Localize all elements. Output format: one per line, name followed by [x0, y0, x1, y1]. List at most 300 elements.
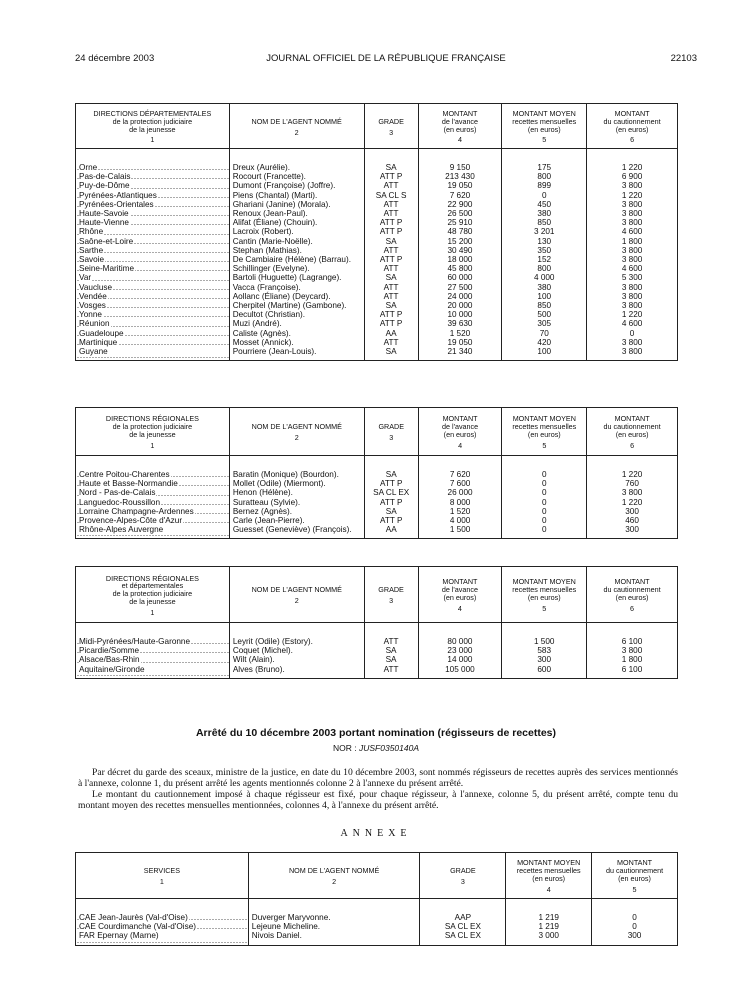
column-number: 2 [294, 433, 299, 442]
table-cell [76, 218, 230, 227]
table-cell: 3 800 [587, 488, 678, 497]
table-cell: 9 150 [418, 149, 502, 173]
column-number: 4 [457, 135, 462, 145]
table-row [76, 516, 678, 525]
table-cell: 5 300 [587, 273, 678, 282]
cell-text: Midi-Pyrénées/Haute-Garonne [79, 637, 191, 646]
cell-text: Sarthe [79, 245, 104, 255]
table-cell: Nivois Daniel. [248, 931, 420, 945]
table-cell [76, 319, 230, 328]
table-cell: Cantin (Marie-Noëlle). [229, 237, 364, 246]
column-number: 3 [389, 433, 394, 442]
table-cell: 23 000 [418, 646, 502, 655]
table-cell: 0 [587, 329, 678, 338]
column-header-label: MONTANT de l'avance (en euros) [441, 108, 479, 134]
cell-text: Puy-de-Dôme [79, 181, 130, 191]
cell-text: Var [79, 273, 92, 283]
table-cell: ATT P [364, 498, 418, 507]
table-cell [76, 209, 230, 218]
table-cell [76, 329, 230, 338]
column-header [76, 567, 230, 623]
cell-text: CAE Jean-Jaurès (Val-d'Oise) [79, 913, 188, 922]
column-header [229, 408, 364, 456]
table-row [76, 273, 678, 282]
table-cell: 899 [502, 181, 587, 190]
table-cell: 3 800 [587, 292, 678, 301]
table-cell [76, 899, 249, 923]
column-header-label: GRADE [378, 585, 404, 595]
table-cell [76, 338, 230, 347]
table-cell: 350 [502, 246, 587, 255]
table-cell: 18 000 [418, 255, 502, 264]
table-cell: 760 [587, 479, 678, 488]
column-number: 1 [150, 440, 155, 450]
column-header-label: MONTANT du cautionnement (en euros) [603, 414, 661, 439]
page-number: 22103 [670, 53, 697, 64]
table-cell: 380 [502, 209, 587, 218]
column-number: 4 [457, 603, 462, 613]
table-cell [76, 246, 230, 255]
cell-text: Haute et Basse-Normandie [79, 479, 178, 489]
table-cell: Bartoli (Huguette) (Lagrange). [229, 273, 364, 282]
table-cell: Aollanc (Éliane) (Deycard). [229, 292, 364, 301]
column-header [76, 853, 249, 899]
table-cell: 48 780 [418, 227, 502, 236]
table-cell: 0 [502, 191, 587, 200]
table-cell: ATT P [364, 218, 418, 227]
column-header [364, 567, 418, 623]
column-header [418, 104, 502, 149]
column-header [506, 853, 592, 899]
table-cell: SA CL EX [364, 488, 418, 497]
table-cell: SA CL EX [420, 931, 506, 945]
column-header [76, 104, 230, 149]
table-cell: Wilt (Alain). [229, 655, 364, 664]
column-number: 3 [460, 877, 465, 886]
table-cell: De Cambiaire (Hélène) (Barrau). [229, 255, 364, 264]
table-cell: ATT P [364, 516, 418, 525]
table-cell: 1 800 [587, 655, 678, 664]
table-row [76, 209, 678, 218]
table-header-row [76, 104, 678, 149]
table-cell: 1 220 [587, 149, 678, 173]
column-header-label: SERVICES [143, 866, 180, 876]
column-number: 6 [630, 603, 635, 613]
column-header-label: NOM DE L'AGENT NOMMÉ [288, 866, 380, 876]
table-cell: Dumont (Françoise) (Joffre). [229, 181, 364, 190]
column-header [364, 104, 418, 149]
page-header [75, 53, 697, 67]
table-cell [76, 264, 230, 273]
table-cell [76, 488, 230, 497]
journal-title: JOURNAL OFFICIEL DE LA RÉPUBLIQUE FRANÇAISE [266, 53, 506, 64]
table-cell: 15 200 [418, 237, 502, 246]
cell-text: Guyane [79, 347, 108, 357]
table-cell: 1 520 [418, 329, 502, 338]
column-number: 2 [294, 596, 299, 605]
table-cell: 583 [502, 646, 587, 655]
column-header-label: GRADE [378, 422, 404, 432]
table-cell: 3 800 [587, 200, 678, 209]
column-header [364, 408, 418, 456]
table-cell: 60 000 [418, 273, 502, 282]
table-header-row [76, 408, 678, 456]
table-row [76, 655, 678, 664]
table-row [76, 498, 678, 507]
cell-text: Aquitaine/Gironde [79, 664, 145, 674]
table-cell: Alves (Bruno). [229, 665, 364, 679]
table-cell: ATT [364, 665, 418, 679]
table-cell: 3 800 [587, 181, 678, 190]
table-cell [76, 456, 230, 480]
cell-text: Pyrénées-Orientales [79, 199, 154, 209]
table-cell: 6 900 [587, 172, 678, 181]
column-header [229, 567, 364, 623]
table-cell: Guesset (Geneviève) (François). [229, 525, 364, 539]
table-cell: ATT P [364, 172, 418, 181]
table-cell [76, 525, 230, 539]
table-cell [76, 516, 230, 525]
table-cell: Alifat (Éliane) (Chouin). [229, 218, 364, 227]
table-cell: Leyrit (Odile) (Estory). [229, 623, 364, 647]
table-cell: 7 620 [418, 191, 502, 200]
table-cell [76, 200, 230, 209]
table-cell: 105 000 [418, 665, 502, 679]
table-cell: SA CL S [364, 191, 418, 200]
nor-reference [75, 743, 677, 753]
table-row [76, 237, 678, 246]
cell-text: Picardie/Somme [79, 646, 140, 656]
table-row [76, 507, 678, 516]
table-cell [76, 665, 230, 679]
table-row [76, 623, 678, 647]
column-header [592, 853, 678, 899]
table-cell: Schillinger (Evelyne). [229, 264, 364, 273]
table-row [76, 200, 678, 209]
table-cell: 3 800 [587, 301, 678, 310]
table-cell: 100 [502, 347, 587, 361]
table-row [76, 347, 678, 361]
table-cell: AA [364, 329, 418, 338]
table-cell: 1 800 [587, 237, 678, 246]
table-cell: Vacca (Françoise). [229, 283, 364, 292]
cell-text: Nord - Pas-de-Calais [79, 488, 156, 498]
table-cell: SA [364, 301, 418, 310]
table-cell: 213 430 [418, 172, 502, 181]
table-cell: 450 [502, 200, 587, 209]
table-cell [76, 172, 230, 181]
column-header-label: GRADE [378, 116, 404, 126]
table-cell: 70 [502, 329, 587, 338]
column-header [418, 408, 502, 456]
column-header-label: MONTANT du cautionnement (en euros) [603, 108, 661, 134]
column-header-label: NOM DE L'AGENT NOMMÉ [251, 585, 342, 595]
table-cell: Duverger Maryvonne. [248, 899, 420, 923]
cell-text: Lorraine Champagne-Ardennes [79, 506, 194, 516]
table-cell: 3 800 [587, 218, 678, 227]
table-cell: Pourriere (Jean-Louis). [229, 347, 364, 361]
column-header-label: MONTANT MOYEN recettes mensuelles (en euros) [512, 108, 577, 134]
table-cell: 1 219 [506, 899, 592, 923]
table-cell: 21 340 [418, 347, 502, 361]
issue-date: 24 décembre 2003 [75, 53, 155, 64]
table-cell: ATT [364, 200, 418, 209]
bond-paragraph: Le montant du cautionnement imposé à chaque régisseur est fixé, pour chaque régisseur, à l'annexe, colonne 5, du présent arrêté, compte tenu du montant moyen des recettes mensuelles mentionnées, colonnes 4, à l'annexe du présent arrêté. [78, 789, 678, 811]
table-row [76, 899, 678, 923]
table-cell [76, 655, 230, 664]
table-cell: 45 800 [418, 264, 502, 273]
table-row [76, 338, 678, 347]
table-cell: ATT [364, 623, 418, 647]
cell-text: Martinique [79, 337, 118, 347]
column-number: 5 [542, 603, 547, 613]
table-cell: ATT [364, 264, 418, 273]
table-cell: 80 000 [418, 623, 502, 647]
table-cell: Cherpitel (Martine) (Gambone). [229, 301, 364, 310]
table-cell: Bernez (Agnès). [229, 507, 364, 516]
table-cell: Muzi (André). [229, 319, 364, 328]
table-cell: ATT P [364, 319, 418, 328]
table-cell: 1 500 [502, 623, 587, 647]
column-header-label: MONTANT MOYEN recettes mensuelles (en euros) [516, 858, 581, 883]
cell-text: Languedoc-Roussillon [79, 497, 161, 507]
table-cell [76, 347, 230, 361]
table-cell [76, 479, 230, 488]
table-cell: 1 500 [418, 525, 502, 539]
table-cell: Piens (Chantal) (Marti). [229, 191, 364, 200]
table-cell: 26 000 [418, 488, 502, 497]
table-cell: 4 000 [418, 516, 502, 525]
table-cell: Baratin (Monique) (Bourdon). [229, 456, 364, 480]
cell-text: Rhône-Alpes Auvergne [79, 525, 164, 535]
table-cell: Dreux (Aurélie). [229, 149, 364, 173]
cell-text: Pyrénées-Atlantiques [79, 190, 157, 200]
decree-paragraph: Par décret du garde des sceaux, ministre de la justice, en date du 10 décembre 2003, sont nommés régisseurs de recettes auprès des services mentionnés à l'annexe, colonne 1, du présent arrêté les agents mentionnés colonne 2 à l'annexe du présent arrêté. [78, 767, 678, 789]
table-cell: 3 800 [587, 246, 678, 255]
table-cell: 850 [502, 301, 587, 310]
column-header-label: MONTANT de l'avance (en euros) [441, 414, 479, 439]
table-cell: SA [364, 273, 418, 282]
table-row [76, 665, 678, 679]
table-cell: SA [364, 149, 418, 173]
table-cell: 1 219 [506, 922, 592, 931]
table-row [76, 456, 678, 480]
table-cell: ATT [364, 181, 418, 190]
table-cell: SA [364, 456, 418, 480]
table-cell: ATT P [364, 255, 418, 264]
table-cell: 0 [592, 899, 678, 923]
table-cell: ATT [364, 246, 418, 255]
table-cell: 0 [502, 516, 587, 525]
cell-text: Vendée [79, 291, 107, 301]
table-cell: 6 100 [587, 665, 678, 679]
table-row [76, 525, 678, 539]
table-cell: ATT [364, 338, 418, 347]
column-number: 2 [294, 127, 299, 137]
table-cell: 14 000 [418, 655, 502, 664]
table-row [76, 264, 678, 273]
table-cell [76, 255, 230, 264]
table-cell: 300 [587, 507, 678, 516]
table-cell: 0 [502, 498, 587, 507]
table-cell: 100 [502, 292, 587, 301]
table-header-row [76, 567, 678, 623]
column-header [502, 567, 587, 623]
table-cell: 500 [502, 310, 587, 319]
table-cell [76, 623, 230, 647]
cell-text: Guadeloupe [79, 328, 124, 338]
cell-text: Alsace/Bas-Rhin [79, 655, 140, 665]
table-row [76, 283, 678, 292]
table-row [76, 149, 678, 173]
table-cell [76, 181, 230, 190]
cell-text: Yonne [79, 310, 102, 320]
table-cell: 300 [502, 655, 587, 664]
table-cell: SA CL EX [420, 922, 506, 931]
column-header-label: GRADE [450, 866, 476, 876]
table-cell: 1 220 [587, 191, 678, 200]
table-cell: 1 220 [587, 456, 678, 480]
table-row [76, 255, 678, 264]
table-row [76, 218, 678, 227]
table-cell: Carle (Jean-Pierre). [229, 516, 364, 525]
table-row [76, 191, 678, 200]
table-cell: 30 490 [418, 246, 502, 255]
column-number: 1 [150, 607, 155, 617]
table-cell: Renoux (Jean-Paul). [229, 209, 364, 218]
table-cell: Ghariani (Janine) (Morala). [229, 200, 364, 209]
table-row [76, 227, 678, 236]
table-cell: Suratteau (Sylvie). [229, 498, 364, 507]
table-cell [76, 507, 230, 516]
table-cell: Decultot (Christian). [229, 310, 364, 319]
column-header [502, 104, 587, 149]
table-cell: 460 [587, 516, 678, 525]
table-cell: 4 600 [587, 319, 678, 328]
table-cell: 0 [502, 479, 587, 488]
column-number: 4 [546, 884, 551, 894]
table-cell: 600 [502, 665, 587, 679]
table-cell: 10 000 [418, 310, 502, 319]
table-cell [76, 227, 230, 236]
table-cell: 27 500 [418, 283, 502, 292]
table-cell: SA [364, 655, 418, 664]
table-cell: SA [364, 646, 418, 655]
column-header-label: DIRECTIONS RÉGIONALES et départementales de la protection judiciaire de la jeunesse [105, 573, 199, 606]
column-header [587, 567, 678, 623]
table-cell: 3 800 [587, 347, 678, 361]
cell-text: Haute-Vienne [79, 218, 129, 228]
table-cell: 4 600 [587, 227, 678, 236]
table-cell: SA [364, 507, 418, 516]
cell-text: Rhône [79, 227, 104, 237]
table-cell: 3 800 [587, 338, 678, 347]
table-cell: 7 600 [418, 479, 502, 488]
annexe-heading: ANNEXE [340, 828, 412, 839]
column-header [587, 408, 678, 456]
table-cell: 800 [502, 172, 587, 181]
table-cell: 3 201 [502, 227, 587, 236]
cell-text: FAR Epernay (Marne) [79, 931, 159, 941]
table-cell: 300 [587, 525, 678, 539]
table-cell [76, 237, 230, 246]
table-row [76, 246, 678, 255]
table-cell: 20 000 [418, 301, 502, 310]
table-cell: 0 [502, 488, 587, 497]
column-header [229, 104, 364, 149]
table-cell: 8 000 [418, 498, 502, 507]
table-cell: 3 800 [587, 646, 678, 655]
table-cell: ATT P [364, 310, 418, 319]
table-cell: 800 [502, 264, 587, 273]
table-cell: 4 000 [502, 273, 587, 282]
table-cell: 22 900 [418, 200, 502, 209]
table-cell: 3 000 [506, 931, 592, 945]
column-header-label: NOM DE L'AGENT NOMMÉ [251, 116, 342, 126]
table-cell [76, 922, 249, 931]
table-cell: Coquet (Michel). [229, 646, 364, 655]
column-header-label: MONTANT de l'avance (en euros) [441, 577, 478, 602]
table-cell: AAP [420, 899, 506, 923]
table-cell: 1 520 [418, 507, 502, 516]
table-cell: 175 [502, 149, 587, 173]
table-row [76, 646, 678, 655]
regional-directions-table [75, 407, 678, 539]
table-cell: Henon (Hélène). [229, 488, 364, 497]
table-cell: 305 [502, 319, 587, 328]
table-cell: 380 [502, 283, 587, 292]
column-header-label: DIRECTIONS RÉGIONALES de la protection judiciaire de la jeunesse [105, 414, 199, 439]
column-header-label: MONTANT MOYEN recettes mensuelles (en euros) [512, 414, 577, 439]
column-number: 5 [632, 884, 637, 894]
table-cell: 26 500 [418, 209, 502, 218]
table-row [76, 310, 678, 319]
table-cell: Lejeune Micheline. [248, 922, 420, 931]
cell-text: CAE Courdimanche (Val-d'Oise) [79, 922, 196, 932]
cell-text: Pas-de-Calais [79, 172, 131, 182]
table-cell: ATT [364, 292, 418, 301]
arrete-title: Arrêté du 10 décembre 2003 portant nomination (régisseurs de recettes) [195, 727, 557, 739]
table-cell [76, 191, 230, 200]
table-cell: 4 600 [587, 264, 678, 273]
cell-text: Vaucluse [79, 282, 113, 292]
table-cell: 3 800 [587, 255, 678, 264]
column-number: 1 [150, 135, 155, 145]
table-cell: Mosset (Annick). [229, 338, 364, 347]
annexe-services-table [75, 852, 678, 946]
table-cell: 19 050 [418, 181, 502, 190]
table-cell [76, 498, 230, 507]
table-header-row [76, 853, 678, 899]
table-row [76, 488, 678, 497]
table-cell: 0 [502, 525, 587, 539]
table-cell: Rocourt (Francette). [229, 172, 364, 181]
cell-text: Vosges [79, 301, 106, 311]
column-header-label: MONTANT du cautionnement (en euros) [605, 858, 664, 883]
table-cell [76, 931, 249, 945]
table-row [76, 479, 678, 488]
cell-text: Orne [79, 163, 98, 172]
nor-value: JUSF0350140A [358, 743, 419, 753]
table-row [76, 172, 678, 181]
table-cell: Caliste (Agnès). [229, 329, 364, 338]
table-cell: 0 [502, 507, 587, 516]
table-cell [76, 292, 230, 301]
column-number: 1 [159, 877, 164, 886]
table-row [76, 292, 678, 301]
column-header [76, 408, 230, 456]
column-header-label: DIRECTIONS DÉPARTEMENTALES de la protection judiciaire de la jeunesse [93, 108, 212, 134]
